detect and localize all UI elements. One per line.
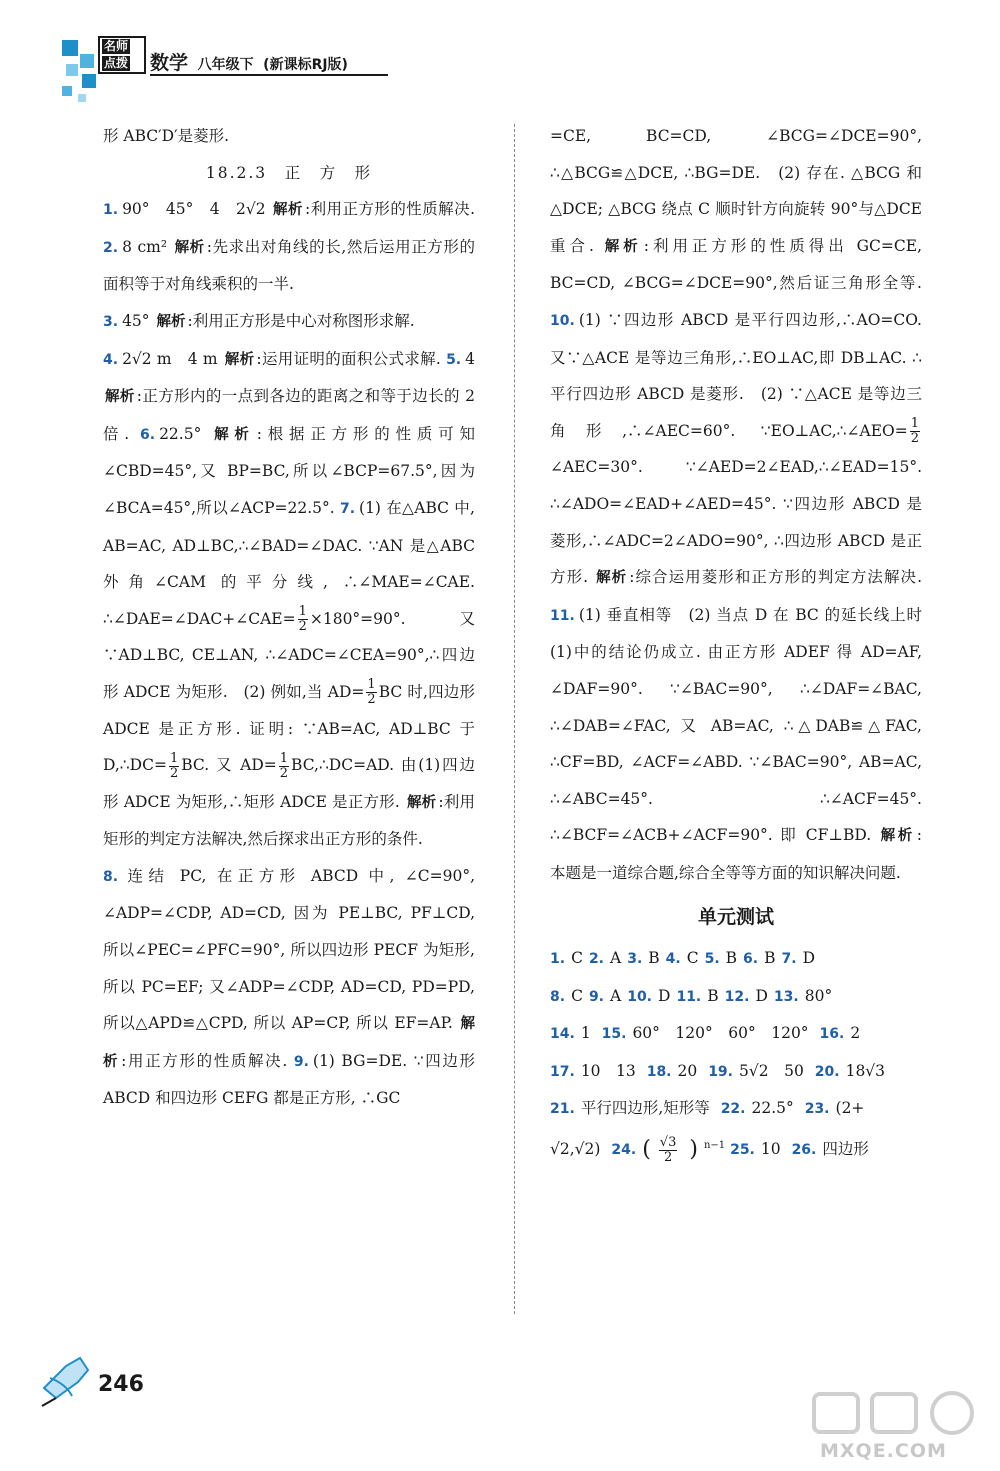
question-number: 15. xyxy=(601,1026,627,1043)
analysis-text: :利用正方形是中心对称图形求解. xyxy=(187,311,415,330)
left-column xyxy=(103,118,475,1117)
answer-text: 连结 PC, 在正方形 ABCD 中, ∠C=90°, ∠ADP=∠CDP, AD=CD, 因为 PE⊥BC, PF⊥CD, 所以∠PEC=∠PFC=90°, 所以四边形 PECF 为矩形, 所以 PC=EF; 又∠ADP=∠CDP, AD=CD, PD=PD, 所以△APD≌△CPD, 所以 AP=CP, 所以 EF=AP. xyxy=(103,866,475,1033)
choice-answer: D xyxy=(802,949,815,968)
analysis-text: :综合运用菱形和正方形的判定方法解决. xyxy=(629,568,923,587)
analysis-label: 解析 xyxy=(596,570,628,587)
decor-square xyxy=(78,94,86,102)
column-divider xyxy=(514,124,515,1314)
answer-text: 8 cm² xyxy=(122,237,168,256)
question-number: 10. xyxy=(550,312,575,329)
edition: (新课标RJ版) xyxy=(263,57,348,73)
question-number: 20. xyxy=(814,1063,840,1080)
answer-text: =CE, BC=CD, ∠BCG=∠DCE=90°, ∴△BCG≌△DCE, ∴BG=DE. (2) 存在. △BCG 和△DCE; △BCG 绕点 C 顺时针方向旋转 90°与△DCE 重合. xyxy=(550,127,922,255)
choice-answer: 80° xyxy=(804,986,833,1005)
decor-square xyxy=(80,54,94,68)
question-number: 18. xyxy=(646,1063,672,1080)
analysis-text: :利用正方形的性质得出 GC=CE, BC=CD, ∠BCG=∠DCE=90°,然后证三角形全等. xyxy=(550,236,922,293)
page-number: 246 xyxy=(98,1372,144,1397)
answer-block xyxy=(103,191,475,303)
question-number: 17. xyxy=(550,1063,575,1080)
question-number: 6. xyxy=(140,426,156,443)
fraction xyxy=(366,678,376,707)
grade: 八年级下 xyxy=(197,57,254,73)
question-number: 3. xyxy=(103,313,119,330)
numerator: 1 xyxy=(298,604,307,620)
book-title xyxy=(150,48,348,75)
answer-text: 10 xyxy=(760,1140,781,1159)
decor-square xyxy=(62,86,72,96)
fraction xyxy=(659,1136,684,1165)
paragraph xyxy=(103,118,475,155)
answer-text: 5√2 50 xyxy=(739,1061,804,1080)
analysis-text: :利用矩形的判定方法解决,然后探求出正方形的条件. xyxy=(103,792,475,849)
choice-answer: B xyxy=(648,949,660,968)
analysis-label: 解析 xyxy=(174,239,205,256)
denominator: 2 xyxy=(298,619,307,635)
question-number: 5. xyxy=(446,351,462,368)
right-column xyxy=(550,118,922,1169)
answer-text: 22.5° xyxy=(159,424,202,443)
logo-bottom-text: 点拨 xyxy=(104,56,129,70)
paren: ) xyxy=(689,1136,698,1162)
pushpin-icon xyxy=(36,1348,102,1408)
answer-text: 1 xyxy=(580,1024,591,1043)
answer-text: 10 13 xyxy=(580,1061,636,1080)
answer-text: BC. 又 AD= xyxy=(181,756,277,775)
analysis-label: 解析 xyxy=(156,313,186,330)
answer-text: 90° 45° 4 2√2 xyxy=(122,200,266,219)
question-number: 10. xyxy=(627,988,653,1005)
question-number: 8. xyxy=(103,868,119,885)
answer-text: (1) ∵四边形 ABCD 是平行四边形,∴AO=CO. 又∵△ACE 是等边三角形,∴EO⊥AC,即 DB⊥AC. ∴平行四边形 ABCD 是菱形. (2) ∵△ACE 是等边三角形,∴∠AEC=60°. ∵EO⊥AC,∴∠AEO= xyxy=(550,310,922,440)
question-number: 9. xyxy=(588,988,604,1005)
fill-answers-row xyxy=(550,1128,922,1169)
denominator: 2 xyxy=(367,692,376,708)
answer-text: BC 时,四边形 ADCE 是正方形. 证明: ∵AB=AC, AD⊥BC 于 D,∴DC= xyxy=(103,682,475,775)
question-number: 24. xyxy=(611,1142,637,1159)
watermark-text: MXQE.COM xyxy=(820,1440,947,1462)
analysis-label: 解析 xyxy=(880,828,915,845)
question-number: 11. xyxy=(676,988,702,1005)
question-number: 4. xyxy=(103,351,119,368)
answer-text: BC,∴DC=AD. 由(1)四边形 ADCE 为矩形,∴矩形 ADCE 是正方形. xyxy=(103,756,475,811)
answer-text: 20 xyxy=(677,1061,698,1080)
section-title: 18.2.3 正 方 形 xyxy=(205,163,373,182)
answer-text: 四边形 xyxy=(822,1140,869,1159)
denominator: 2 xyxy=(169,765,179,781)
answer-block xyxy=(550,118,922,891)
choice-answers-row-2 xyxy=(550,978,922,1016)
analysis-text: :正方形内的一点到各边的距离之和等于边长的 2 倍. xyxy=(103,387,475,443)
question-number: 1. xyxy=(550,951,566,968)
question-number: 13. xyxy=(773,988,799,1005)
analysis-label: 解析 xyxy=(105,389,135,406)
analysis-text: :用正方形的性质解决. xyxy=(121,1051,288,1070)
choice-answer: D xyxy=(658,986,671,1005)
analysis-label: 解析 xyxy=(273,202,303,219)
answer-text: ×180°=90°. 又∵AD⊥BC, CE⊥AN, ∴∠ADC=∠CEA=90°,∴四边形 ADCE 为矩形. (2) 例如,当 AD= xyxy=(103,609,475,701)
unit-test-title: 单元测试 xyxy=(697,906,774,929)
answer-text: 平行四边形,矩形等 xyxy=(580,1099,710,1118)
subject: 数学 xyxy=(150,52,189,74)
answer-text: 2 xyxy=(850,1024,861,1043)
question-number: 5. xyxy=(704,951,720,968)
answer-text: ∠AEC=30°. ∵∠AED=2∠EAD,∴∠EAD=15°. ∴∠ADO=∠EAD+∠AED=45°. ∵四边形 ABCD 是菱形,∴∠ADC=2∠ADO=90°, ∴四边形 ABCD 是正方形. xyxy=(550,458,922,587)
denominator: 2 xyxy=(279,765,289,781)
answer-text: (2+ xyxy=(835,1099,865,1118)
analysis-text: :根据正方形的性质可知∠CBD=45°,又 BP=BC,所以∠BCP=67.5°,因为∠BCA=45°,所以∠ACP=22.5°. xyxy=(103,424,476,517)
question-number: 2. xyxy=(588,951,604,968)
watermark-logo-icon xyxy=(810,1388,980,1438)
question-number: 7. xyxy=(339,500,356,517)
page-header xyxy=(0,0,1000,110)
question-number: 1. xyxy=(103,202,119,219)
choice-answer: A xyxy=(610,986,622,1005)
question-number: 6. xyxy=(743,951,759,968)
denominator: 2 xyxy=(910,431,919,447)
decor-square xyxy=(66,64,78,76)
answer-text: 18√3 xyxy=(845,1061,886,1080)
fill-answers-row xyxy=(550,1015,922,1053)
question-number: 14. xyxy=(550,1026,575,1043)
analysis-text: :利用正方形的性质解决. xyxy=(304,200,475,219)
question-number: 8. xyxy=(550,988,566,1005)
choice-answers-row-1 xyxy=(550,940,922,978)
numerator: √3 xyxy=(659,1134,677,1150)
paren: ( xyxy=(642,1136,651,1162)
analysis-label: 解析 xyxy=(214,426,255,443)
question-number: 19. xyxy=(708,1063,733,1080)
answer-text: 4 xyxy=(465,349,475,368)
choice-answer: B xyxy=(764,949,776,968)
numerator: 1 xyxy=(279,750,289,766)
question-number: 2. xyxy=(103,239,119,256)
decor-square xyxy=(82,74,96,88)
fraction xyxy=(279,752,289,781)
choice-answer: B xyxy=(707,986,719,1005)
question-number: 11. xyxy=(550,607,575,624)
fill-answers-row xyxy=(550,1090,922,1128)
header-underline xyxy=(150,74,388,76)
answer-text: 60° 120° 60° 120° xyxy=(632,1024,809,1043)
fraction xyxy=(910,417,920,446)
choice-answer: B xyxy=(725,949,738,968)
analysis-text: :运用证明的面积公式求解. xyxy=(256,349,441,368)
answer-block xyxy=(103,341,475,858)
question-number: 25. xyxy=(730,1142,755,1159)
answer-text: (1) 在△ABC 中, AB=AC, AD⊥BC,∴∠BAD=∠DAC. ∵AN 是△ABC 外角∠CAM 的平分线, ∴∠MAE=∠CAE. ∴∠DAE=∠DAC+∠CAE= xyxy=(103,498,475,628)
fill-answers-row xyxy=(550,1053,922,1091)
analysis-label: 解析 xyxy=(103,1016,475,1070)
denominator: 2 xyxy=(663,1149,673,1165)
fraction xyxy=(169,752,179,781)
series-logo xyxy=(98,36,146,74)
question-number: 4. xyxy=(665,951,681,968)
choice-answer: C xyxy=(686,949,699,968)
choice-answer: C xyxy=(571,986,583,1005)
analysis-label: 解析 xyxy=(224,351,255,368)
question-number: 3. xyxy=(627,951,643,968)
answer-block xyxy=(103,303,475,341)
question-number: 9. xyxy=(293,1053,309,1070)
question-number: 7. xyxy=(781,951,797,968)
question-number: 12. xyxy=(724,988,750,1005)
fraction xyxy=(298,605,308,634)
question-number: 26. xyxy=(791,1142,817,1159)
choice-answer: C xyxy=(571,949,583,968)
question-number: 16. xyxy=(819,1026,845,1043)
analysis-text: :先求出对角线的长,然后运用正方形的面积等于对角线乘积的一半. xyxy=(103,237,475,294)
answer-text: 45° xyxy=(122,311,150,330)
analysis-label: 解析 xyxy=(604,238,642,255)
question-number: 23. xyxy=(804,1101,830,1118)
logo-top-text: 名师 xyxy=(104,39,129,53)
answer-block xyxy=(103,858,475,1117)
answer-text: (1) 垂直相等 (2) 当点 D 在 BC 的延长线上时(1)中的结论仍成立. 由正方形 ADEF 得 AD=AF, ∠DAF=90°. ∵∠BAC=90°, ∴∠DAF=∠BAC, ∴∠DAB=∠FAC, 又 AB=AC, ∴△DAB≌△FAC, ∴CF=BD, ∠ACF=∠ABD. ∵∠BAC=90°, AB=AC, ∴∠ABC=45°. ∴∠ACF=45°. ∴∠BCF=∠ACB+∠ACF=90°. 即 CF⊥BD. xyxy=(550,605,922,845)
exponent: n−1 xyxy=(703,1140,726,1152)
analysis-label: 解析 xyxy=(406,794,437,811)
answer-text: (1) BG=DE. ∵四边形 ABCD 和四边形 CEFG 都是正方形, ∴GC xyxy=(103,1051,475,1108)
choice-answer: A xyxy=(610,949,622,968)
answer-text: 22.5° xyxy=(751,1099,794,1118)
numerator: 1 xyxy=(910,416,919,432)
answer-text: √2,√2) xyxy=(550,1140,601,1159)
answer-text: 2√2 m 4 m xyxy=(122,349,218,368)
numerator: 1 xyxy=(367,677,376,693)
analysis-text: :本题是一道综合题,综合全等等方面的知识解决问题. xyxy=(550,826,923,882)
choice-answer: D xyxy=(755,986,768,1005)
question-number: 22. xyxy=(720,1101,746,1118)
numerator: 1 xyxy=(169,750,179,766)
decor-square xyxy=(62,40,78,56)
question-number: 21. xyxy=(550,1101,575,1118)
text: 形 ABC′D′是菱形. xyxy=(103,127,230,145)
